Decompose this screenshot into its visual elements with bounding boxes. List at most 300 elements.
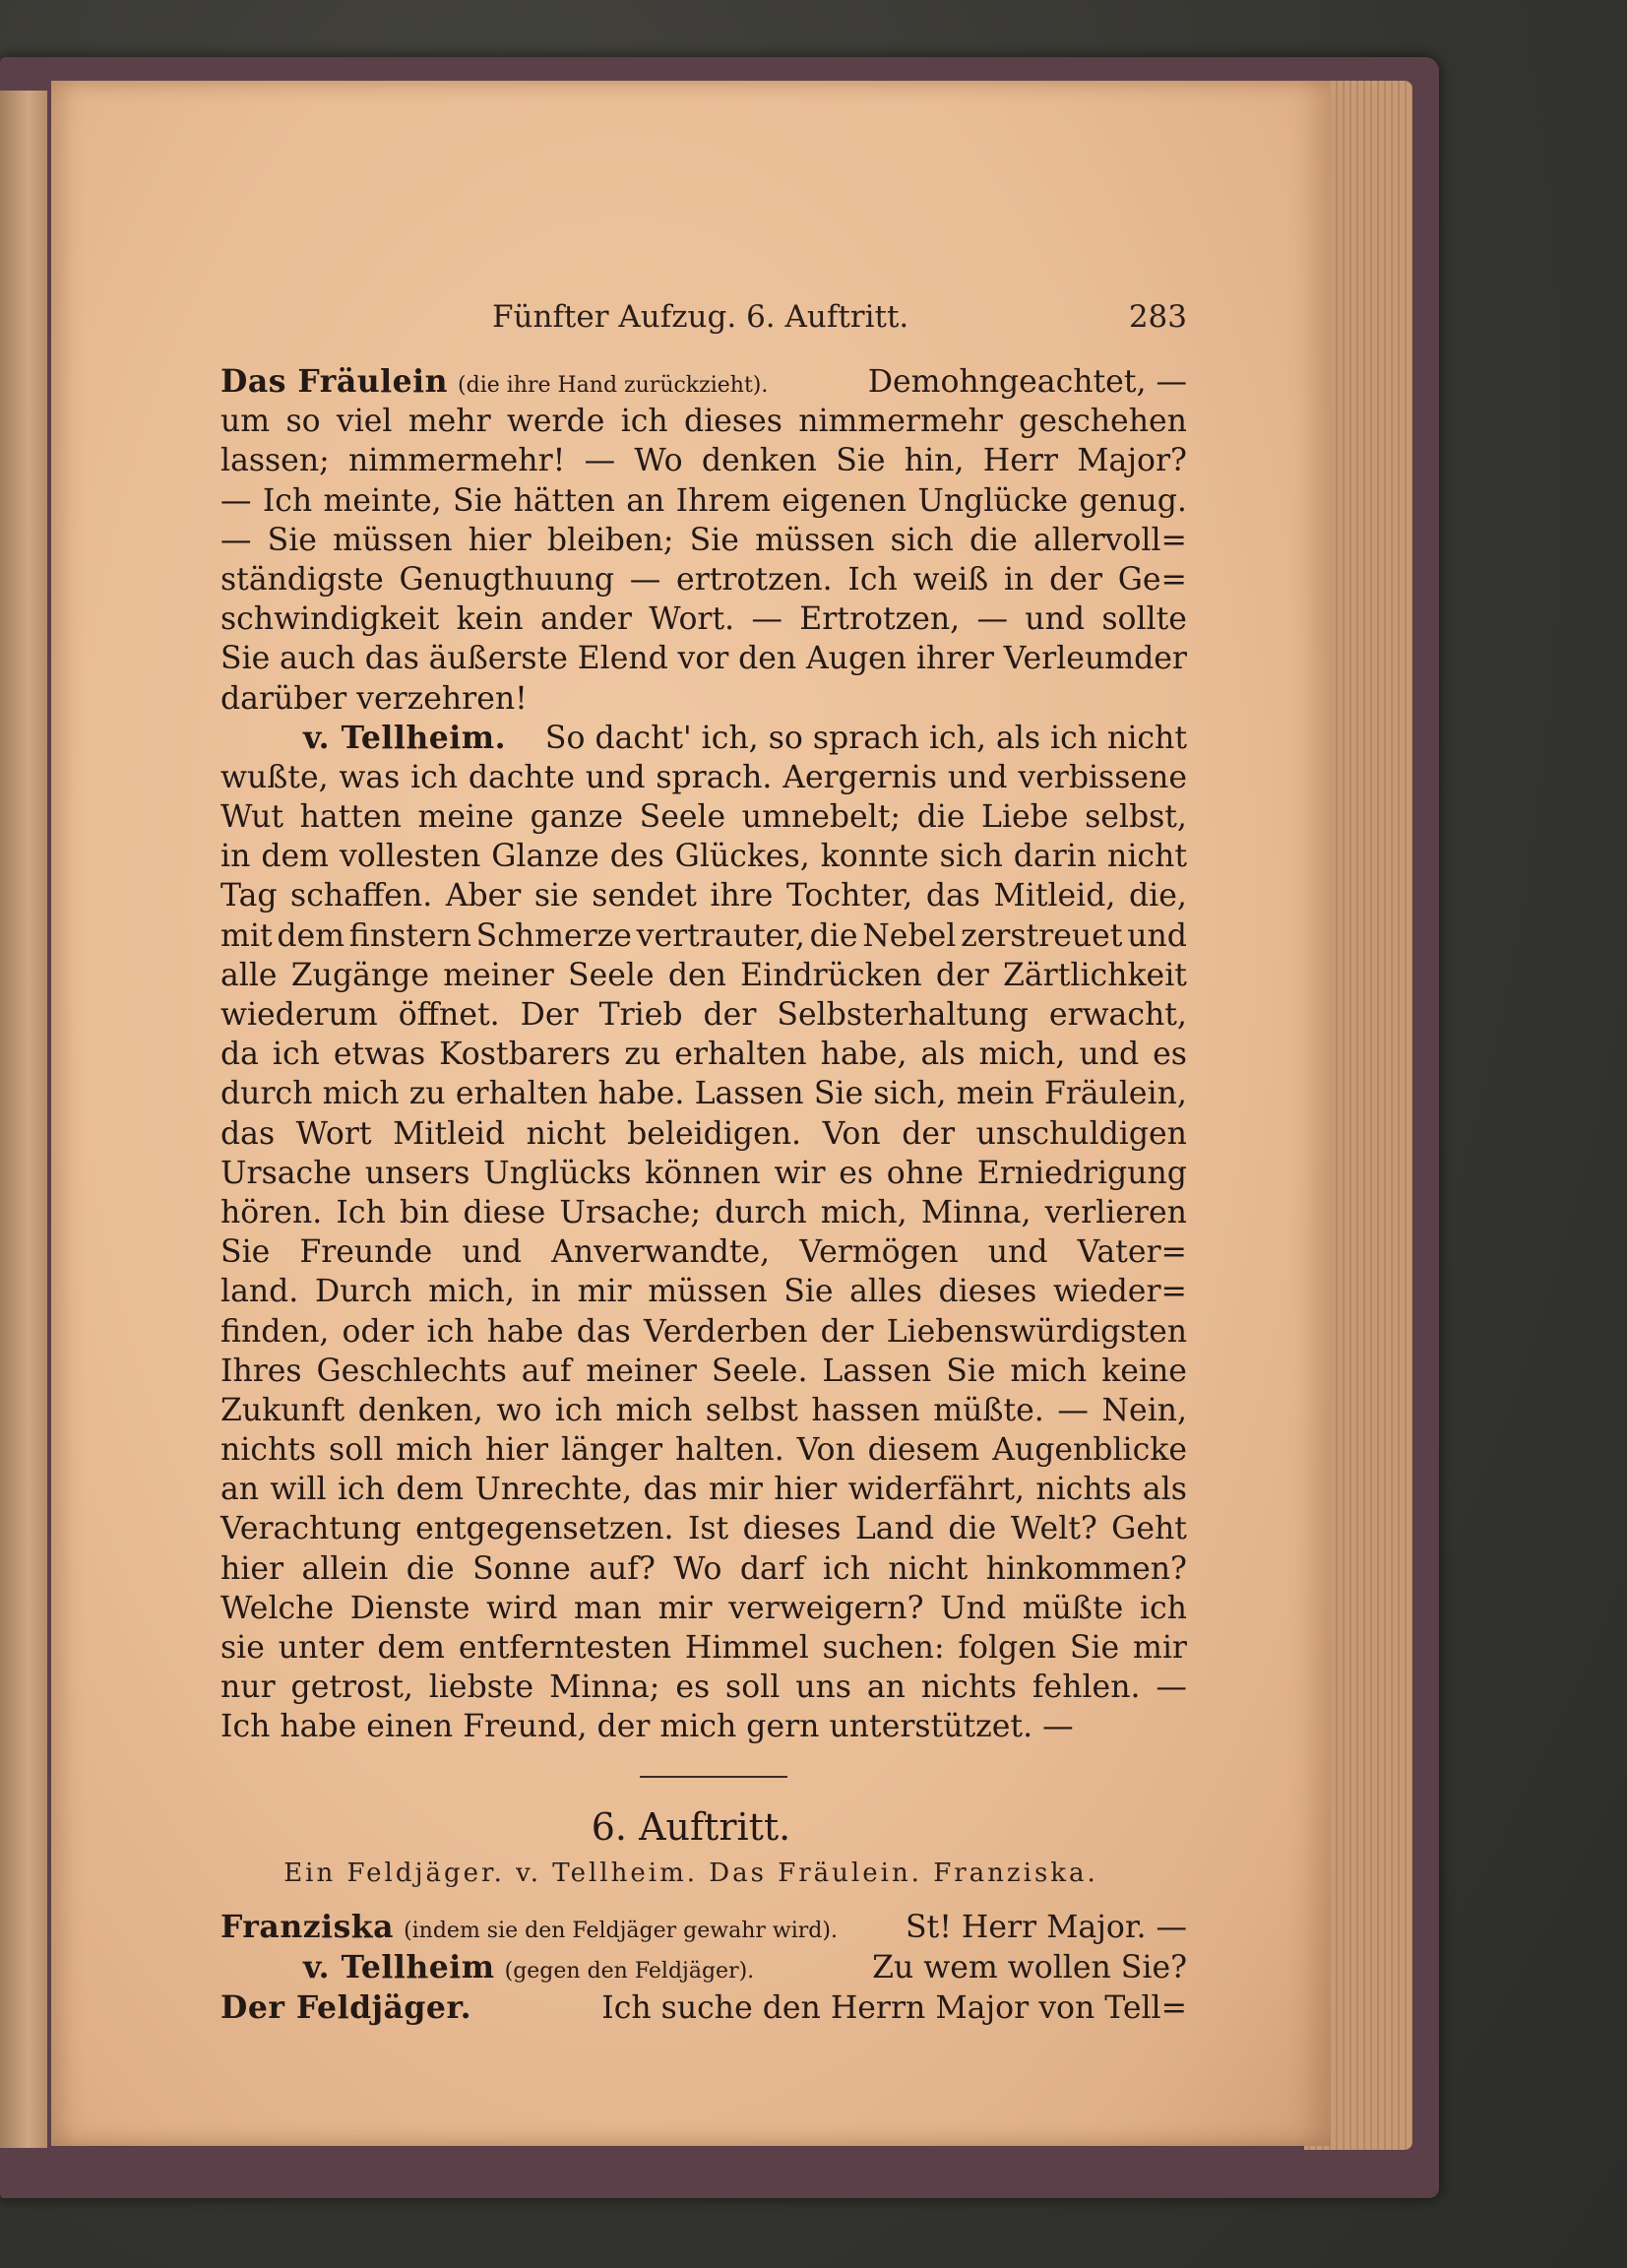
word: sich [939, 839, 1003, 875]
cast-list: Ein Feldjäger. v. Tellheim. Das Fräulein. Franziska. [283, 1858, 1098, 1888]
word: dem [396, 1472, 464, 1508]
word: dem [377, 1630, 446, 1666]
word: Sie [836, 443, 886, 479]
word: meinte, [323, 482, 442, 519]
word: dem [261, 839, 330, 875]
word: hier [774, 1472, 838, 1508]
page-header [492, 299, 1187, 343]
word: nur [220, 1670, 276, 1706]
word: in [531, 1274, 561, 1310]
word: soll [725, 1670, 781, 1706]
word: Himmel [684, 1630, 809, 1666]
word: Sie [946, 1353, 996, 1389]
word: ihre [710, 878, 774, 914]
word: Ursache; [559, 1194, 702, 1230]
word: Augen [805, 641, 907, 677]
text-line [220, 362, 1187, 402]
word: entferntesten [458, 1630, 672, 1666]
word: Wort [295, 1115, 372, 1152]
speaker-label: Der Feldjäger. [220, 1989, 472, 2026]
word: so [285, 404, 321, 440]
word: den [738, 641, 797, 677]
word: da [220, 1037, 259, 1073]
word: mich, [428, 1274, 515, 1310]
word: verweigern? [728, 1590, 924, 1626]
word: kein [456, 601, 524, 638]
word: Verleumder [1003, 641, 1187, 677]
word: länger [561, 1432, 663, 1469]
word: mein [956, 1076, 1034, 1112]
word: durch [715, 1194, 807, 1230]
word: Seele [568, 957, 655, 993]
word: müssen [333, 522, 453, 558]
word: Durch [314, 1274, 412, 1310]
word: Unglücke [917, 482, 1069, 519]
word: Aber [445, 878, 522, 914]
word: die [809, 917, 858, 954]
text-line [220, 599, 1187, 639]
word: Ertrotzen, [799, 601, 961, 638]
word: Wort. [649, 601, 735, 638]
text-line [220, 1154, 1187, 1193]
word: dachte [468, 759, 576, 795]
line-text: So dacht' ich, so sprach ich, als ich nicht [544, 720, 1187, 756]
word: — [1156, 1670, 1187, 1706]
word: entgegensetzen. [415, 1511, 674, 1547]
word: Glanze [491, 839, 599, 875]
text-line [220, 441, 1187, 480]
text-line [220, 1312, 1187, 1352]
word: dieses [684, 404, 782, 440]
word: diese [463, 1194, 546, 1230]
word: mich, [820, 1194, 907, 1230]
word: habe [486, 1313, 564, 1350]
word: Dienste [349, 1590, 470, 1626]
word: wird [486, 1590, 558, 1626]
word: hatten [299, 799, 402, 836]
word: allervoll= [1033, 522, 1187, 558]
line-text: Demohngeachtet, — [867, 364, 1187, 400]
word: an [220, 1472, 260, 1508]
word: sich [890, 522, 954, 558]
word: bleiben; [546, 522, 674, 558]
word: mich [1010, 1353, 1088, 1389]
word: finstern [348, 917, 471, 954]
word: Lassen [822, 1353, 932, 1389]
word: ich [410, 759, 459, 795]
text-line [220, 956, 1187, 995]
word: das [925, 878, 980, 914]
word: ich [620, 404, 668, 440]
word: wir [774, 1155, 826, 1191]
word: erhalten [455, 1076, 589, 1112]
word: nichts [220, 1432, 317, 1469]
word: Freunde [299, 1234, 433, 1271]
word: habe. [597, 1076, 685, 1112]
word: sollte [1101, 601, 1187, 638]
word: mir [657, 1590, 713, 1626]
text-line [220, 837, 1187, 876]
word: nicht [1107, 839, 1187, 875]
word: erhalten [674, 1037, 807, 1073]
word: will [270, 1472, 327, 1508]
word: und [987, 1234, 1048, 1271]
word: Ist [687, 1511, 729, 1547]
word: Sie [1069, 1630, 1120, 1666]
word: habe, [820, 1037, 907, 1073]
word: liebste [428, 1670, 534, 1706]
word: ertrotzen. [676, 561, 833, 598]
word: mich [322, 1076, 400, 1112]
word: Sie [689, 522, 739, 558]
word: — [1057, 1392, 1089, 1428]
word: das [576, 1313, 631, 1350]
text-line [220, 521, 1187, 560]
word: meine [417, 799, 515, 836]
word: soll [329, 1432, 384, 1469]
word: können [645, 1155, 761, 1191]
word: mir [577, 1274, 632, 1310]
word: darin [1013, 839, 1097, 875]
word: müssen [648, 1274, 768, 1310]
word: Wo [634, 443, 683, 479]
word: ihrer [915, 641, 994, 677]
word: Wo [673, 1550, 722, 1587]
word: Sie [783, 1274, 834, 1310]
word: Welche [220, 1590, 335, 1626]
word: und [947, 759, 1008, 795]
word: getrost, [290, 1670, 413, 1706]
word: dieses [742, 1511, 842, 1547]
word: wieder= [1052, 1274, 1187, 1310]
text-line [220, 1509, 1187, 1548]
line-text: Ich suche den Herrn Major von Tell= [601, 1990, 1187, 2026]
stage-direction: (gegen den Feldjäger). [504, 1959, 755, 1984]
word: ich [1139, 1590, 1187, 1626]
word: denken, [357, 1392, 483, 1428]
word: Anverwandte, [551, 1234, 771, 1271]
word: nimmermehr [798, 404, 1003, 440]
word: sendet [592, 878, 697, 914]
word: lassen; [220, 443, 330, 479]
word: der [902, 1115, 956, 1152]
line-text: Zu wem wollen Sie? [872, 1950, 1187, 1985]
word: als [920, 1037, 966, 1073]
word: der [935, 957, 989, 993]
word: nicht [526, 1115, 606, 1152]
word: Ich [336, 1194, 386, 1230]
word: Augenblicke [992, 1432, 1187, 1469]
word: durch [220, 1076, 313, 1112]
word: Genugthuung [399, 561, 615, 598]
word: Sie [267, 522, 317, 558]
word: man [574, 1590, 642, 1626]
dialog-block [220, 1907, 1187, 2028]
word: denken [701, 443, 817, 479]
main-text [220, 362, 1187, 1747]
word: zu [408, 1076, 446, 1112]
word: und [585, 759, 646, 795]
word: nichts [1035, 1472, 1132, 1508]
word: geschehen [1019, 404, 1187, 440]
word: Zärtlichkeit [1003, 957, 1187, 993]
word: Tochter, [785, 878, 913, 914]
text-line [220, 1549, 1187, 1589]
word: nimmermehr! [348, 443, 566, 479]
word: Und [940, 1590, 1007, 1626]
word: und [1025, 601, 1086, 638]
word: vor [677, 641, 729, 677]
word: hier [485, 1432, 549, 1469]
word: um [220, 404, 271, 440]
word: was [339, 759, 401, 795]
word: an [626, 482, 665, 519]
word: sie [220, 1630, 265, 1666]
word: und [1079, 1037, 1140, 1073]
word: der [820, 1313, 874, 1350]
word: Minna, [920, 1194, 1032, 1230]
word: Geschlechts [316, 1353, 507, 1389]
word: Unglücks [483, 1155, 632, 1191]
word: Vater= [1077, 1234, 1187, 1271]
word: Sie [220, 1234, 271, 1271]
text-line [220, 1391, 1187, 1430]
word: und [462, 1234, 523, 1271]
word: müßte. [933, 1392, 1044, 1428]
word: meiner [443, 957, 554, 993]
word: es [675, 1670, 711, 1706]
speaker-name [220, 362, 768, 406]
word: — [220, 522, 252, 558]
text-line [220, 1352, 1187, 1391]
text-line [220, 876, 1187, 915]
word: Zukunft [220, 1392, 345, 1428]
word: Verderben [643, 1313, 808, 1350]
word: den [667, 957, 726, 993]
word: beleidigen. [627, 1115, 802, 1152]
section-divider [640, 1776, 787, 1778]
word: in [1003, 561, 1034, 598]
word: Verachtung [220, 1511, 402, 1547]
word: selbst [705, 1392, 798, 1428]
word: die [406, 1550, 455, 1587]
word: müßte [1022, 1590, 1124, 1626]
word: umnebelt; [741, 799, 902, 836]
word: konnte [820, 839, 929, 875]
dialog-line [220, 1987, 1187, 2028]
text-line [220, 560, 1187, 599]
text-line [220, 1114, 1187, 1154]
word: Ich [262, 482, 313, 519]
speaker-label: Das Fräulein [220, 363, 449, 400]
word: Liebe [981, 799, 1069, 836]
word: zerstreuet [961, 917, 1123, 954]
text-line [220, 1589, 1187, 1628]
word: müssen [755, 522, 875, 558]
word: hören. [220, 1194, 323, 1230]
word: — [220, 482, 252, 519]
word: das [220, 1115, 276, 1152]
word: Lassen [694, 1076, 804, 1112]
word: die [969, 522, 1018, 558]
word: land. [220, 1274, 299, 1310]
word: Seele [639, 799, 726, 836]
page-number: 283 [1128, 299, 1187, 335]
word: mich [615, 1392, 693, 1428]
word: hier [220, 1550, 284, 1587]
scene-title: 6. Auftritt. [591, 1805, 791, 1849]
word: Fräulein, [1043, 1076, 1187, 1112]
line-text: St! Herr Major. — [905, 1910, 1187, 1945]
word: Von [822, 1115, 881, 1152]
word: Sonne [472, 1550, 571, 1587]
text-line: darüber verzehren! [220, 680, 528, 717]
word: Glückes, [674, 839, 810, 875]
word: Trieb [598, 997, 683, 1033]
stage-direction: (die ihre Hand zurückzieht). [458, 373, 769, 398]
word: mich [396, 1432, 473, 1469]
word: es [1153, 1037, 1187, 1073]
word: Unrechte, [474, 1472, 633, 1508]
word: finden, [220, 1313, 330, 1350]
word: ander [539, 601, 632, 638]
word: Ihres [220, 1353, 302, 1389]
text-line [220, 1272, 1187, 1311]
word: mich, [978, 1037, 1066, 1073]
word: es [839, 1155, 874, 1191]
word: suchen: [822, 1630, 945, 1666]
facing-page-edge [0, 91, 47, 2148]
word: die [948, 1511, 997, 1547]
word: verbissene [1018, 759, 1187, 795]
word: die [916, 799, 966, 836]
word: sich, [873, 1076, 947, 1112]
word: uns [795, 1670, 851, 1706]
word: Erniedrigung [976, 1155, 1187, 1191]
word: erwacht, [1048, 997, 1187, 1033]
word: halten. [674, 1432, 784, 1469]
word: nichts [920, 1670, 1017, 1706]
word: ganze [530, 799, 624, 836]
speaker-label: Franziska [220, 1909, 395, 1945]
word: Elend [577, 641, 668, 677]
word: wußte, [220, 759, 329, 795]
word: sie [533, 878, 579, 914]
word: mit [220, 917, 273, 954]
word: als [1142, 1472, 1187, 1508]
stage-direction: (indem sie den Feldjäger gewahr wird). [404, 1919, 838, 1943]
word: vollesten [339, 839, 481, 875]
word: Selbsterhaltung [777, 997, 1029, 1033]
word: etwas [333, 1037, 426, 1073]
word: hinkommen? [985, 1550, 1187, 1587]
running-head: Fünfter Aufzug. 6. Auftritt. [492, 299, 909, 335]
word: Aergernis [782, 759, 938, 795]
word: — [629, 561, 661, 598]
word: hin, [904, 443, 965, 479]
text-line: Ich habe einen Freund, der mich gern unterstützet. — [220, 1709, 1074, 1745]
text-line [220, 481, 1187, 521]
word: hier [468, 522, 532, 558]
text-line [220, 1193, 1187, 1232]
word: auf [521, 1353, 572, 1389]
word: ich [822, 1550, 870, 1587]
book-page [51, 81, 1331, 2146]
word: ich [554, 1392, 602, 1428]
word: nicht [888, 1550, 969, 1587]
word: schaffen. [290, 878, 433, 914]
word: äußerste [428, 641, 568, 677]
text-line [220, 995, 1187, 1035]
word: weiß [912, 561, 989, 598]
speaker-group [220, 1907, 838, 1951]
word: Tag [220, 878, 278, 914]
word: genug. [1079, 482, 1187, 519]
text-line [220, 1430, 1187, 1470]
word: meiner [586, 1353, 697, 1389]
word: widerfährt, [847, 1472, 1026, 1508]
word: wiederum [220, 997, 378, 1033]
word: Wut [220, 799, 284, 836]
word: mehr [407, 404, 491, 440]
word: Seele. [711, 1353, 808, 1389]
word: Ursache [220, 1155, 352, 1191]
dialog-line [220, 1947, 1187, 1987]
word: Nein, [1101, 1392, 1187, 1428]
word: hassen [811, 1392, 920, 1428]
word: keine [1101, 1353, 1187, 1389]
word: alles [849, 1274, 922, 1310]
word: Land [854, 1511, 935, 1547]
word: folgen [958, 1630, 1057, 1666]
word: dieses [938, 1274, 1037, 1310]
text-line [220, 1035, 1187, 1074]
word: unschuldigen [975, 1115, 1187, 1152]
text-line [220, 1232, 1187, 1272]
word: Liebenswürdigsten [886, 1313, 1187, 1350]
word: unsers [364, 1155, 470, 1191]
word: ständigste [220, 561, 384, 598]
text-line [220, 916, 1187, 956]
word: Eindrücken [740, 957, 922, 993]
text-line [220, 719, 1187, 758]
word: diesem [867, 1432, 980, 1469]
text-line [220, 639, 1187, 678]
word: mir [708, 1472, 763, 1508]
word: auf? [589, 1550, 656, 1587]
word: ich [337, 1472, 385, 1508]
word: Nebel [862, 917, 957, 954]
word: alle [220, 957, 278, 993]
speaker-group [303, 1947, 754, 1991]
word: der [703, 997, 757, 1033]
text-line [220, 1074, 1187, 1113]
word: wo [496, 1392, 542, 1428]
word: eigenen [782, 482, 907, 519]
word: Geht [1111, 1511, 1187, 1547]
word: Minna; [549, 1670, 660, 1706]
speaker-label: v. Tellheim. [303, 719, 507, 756]
text-line [220, 1628, 1187, 1668]
word: fehlen. [1032, 1670, 1141, 1706]
word: Mitleid, [993, 878, 1116, 914]
word: schwindigkeit [220, 601, 440, 638]
word: Sie [813, 1076, 864, 1112]
word: — [751, 601, 782, 638]
word: Von [796, 1432, 855, 1469]
word: bin [399, 1194, 450, 1230]
text-line [220, 797, 1187, 837]
